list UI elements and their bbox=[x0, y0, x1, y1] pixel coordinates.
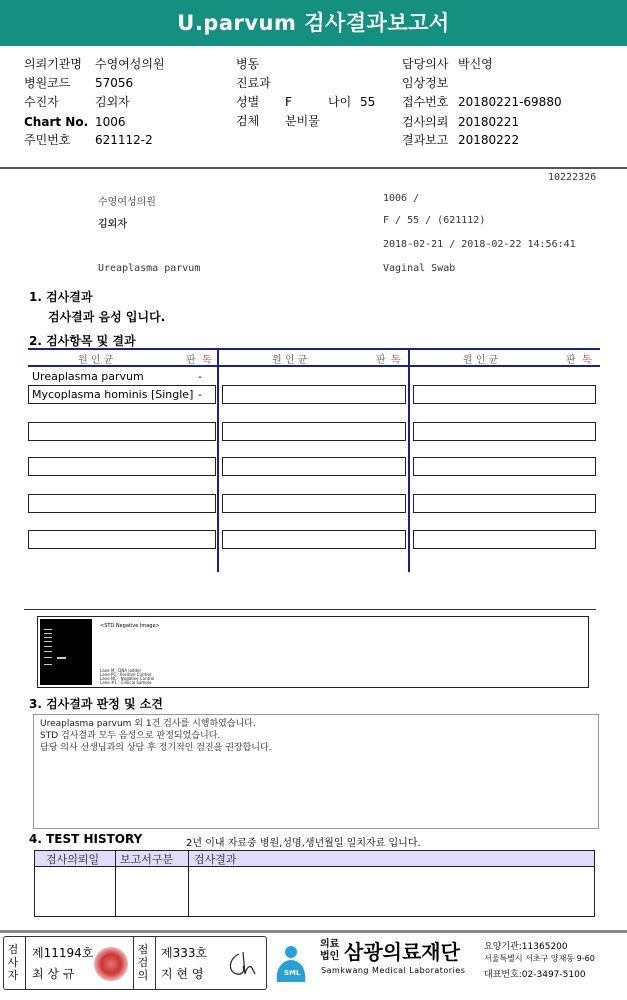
history-table bbox=[34, 850, 595, 917]
ssn-value: 621112-2 bbox=[95, 133, 153, 147]
sig-divider bbox=[133, 936, 134, 990]
gel-label: <STD Negative Image> bbox=[100, 623, 160, 629]
receipt-label: 접수번호 bbox=[402, 95, 449, 109]
table-divider-2 bbox=[408, 348, 410, 572]
table-top-line bbox=[28, 348, 600, 350]
col-judge-a-3: 판 bbox=[566, 355, 576, 366]
table-cell bbox=[413, 385, 596, 404]
request-value: 20180221 bbox=[458, 115, 520, 129]
ladder-band bbox=[44, 641, 52, 642]
info-specimen: Vaginal Swab bbox=[383, 263, 456, 274]
table-divider-1 bbox=[217, 348, 219, 572]
ladder-band bbox=[44, 637, 52, 638]
patient-label: 수진자 bbox=[24, 95, 59, 109]
section4-note: 2년 이내 자료중 병원,성명,생년월일 일치자료 입니다. bbox=[186, 838, 421, 849]
table-cell bbox=[222, 385, 406, 404]
table-cell bbox=[222, 422, 406, 441]
chart-value: 1006 bbox=[95, 115, 126, 129]
code-value: 57056 bbox=[95, 76, 134, 90]
specimen-label: 검체 bbox=[236, 114, 260, 128]
age-label: 나이 bbox=[328, 95, 352, 109]
col-organism-2: 원 인 균 bbox=[272, 355, 308, 366]
table-cell bbox=[28, 494, 216, 513]
col-judge-b-2: 독 bbox=[391, 355, 401, 366]
row2-name: Mycoplasma hominis [Single] bbox=[32, 388, 194, 401]
sig-divider bbox=[25, 936, 26, 990]
hospital-value: 수영여성의원 bbox=[95, 57, 165, 71]
sex-value: F bbox=[285, 95, 292, 109]
section1-result: 검사결과 음성 입니다. bbox=[48, 310, 166, 324]
doctor-label: 담당의사 bbox=[402, 57, 449, 71]
table-cell bbox=[28, 457, 216, 476]
clinical-label: 임상정보 bbox=[402, 76, 449, 90]
info-name: 김외자 bbox=[98, 219, 127, 230]
institution-no: 요양기관:11365200 bbox=[484, 942, 568, 952]
dept-label: 진료과 bbox=[236, 76, 271, 90]
col-judge-b-1: 독 bbox=[202, 355, 212, 366]
row1-result: - bbox=[198, 370, 202, 383]
org-name: 삼광의료재단 bbox=[344, 940, 460, 964]
table-cell bbox=[413, 422, 596, 441]
comment-line-2: STD 검사결과 모두 음성으로 판정되었습니다. bbox=[40, 731, 221, 741]
chart-label: Chart No. bbox=[24, 115, 89, 129]
barcode-id: 10222326 bbox=[548, 172, 597, 183]
history-col-divider bbox=[188, 850, 189, 917]
info-chart: 1006 / bbox=[383, 193, 420, 204]
report-label: 결과보고 bbox=[402, 133, 449, 147]
hospital-label: 의뢰기관명 bbox=[24, 57, 82, 71]
table-cell bbox=[222, 530, 406, 549]
receipt-value: 20180221-69880 bbox=[458, 95, 562, 109]
info-sex-age: F / 55 / (621112) bbox=[383, 215, 486, 226]
table-cell bbox=[28, 422, 216, 441]
age-value: 55 bbox=[360, 95, 376, 109]
sml-logo-icon bbox=[271, 938, 315, 988]
request-label: 검사의뢰 bbox=[402, 115, 449, 129]
table-cell bbox=[222, 457, 406, 476]
report-value: 20180222 bbox=[458, 133, 520, 147]
ladder-band bbox=[44, 629, 52, 630]
ssn-label: 주민번호 bbox=[24, 133, 71, 147]
patient-value: 김외자 bbox=[95, 95, 130, 109]
code-label: 병원코드 bbox=[24, 76, 71, 90]
phone: 대표번호:02-3497-5100 bbox=[484, 970, 586, 980]
comment-line-3: 담당 의사 선생님과의 상담 후 정기적인 검진을 권장합니다. bbox=[40, 743, 272, 753]
history-col-result: 검사결과 bbox=[194, 853, 237, 866]
ladder-band bbox=[44, 664, 52, 665]
table-cell bbox=[413, 494, 596, 513]
col-judge-b-3: 독 bbox=[582, 355, 592, 366]
address: 서울특별시 서초구 양재동 9-60 bbox=[484, 954, 595, 963]
ladder-band bbox=[44, 651, 52, 652]
info-clinic: 수영여성의원 bbox=[98, 197, 156, 208]
header-divider bbox=[0, 167, 627, 169]
table-cell bbox=[222, 494, 406, 513]
gel-legend-1: Lane M : DNA ladder bbox=[100, 668, 142, 673]
section2-title: 2. 검사항목 및 결과 bbox=[29, 334, 136, 348]
gel-legend-2: Lane PC : Positive Control bbox=[100, 672, 152, 677]
table-header-line bbox=[28, 365, 600, 367]
col-judge-a-2: 판 bbox=[376, 355, 386, 366]
ladder-band bbox=[44, 633, 52, 634]
corp-label-top: 의료 bbox=[320, 939, 340, 950]
org-english: Samkwang Medical Laboratories bbox=[321, 966, 466, 975]
col-organism-3: 원 인 균 bbox=[463, 355, 499, 366]
history-col-date: 검사의뢰일 bbox=[46, 853, 100, 866]
inspector-signature bbox=[225, 948, 261, 980]
table-cell bbox=[413, 530, 596, 549]
inspector-no: 제333호 bbox=[161, 946, 208, 960]
examiner-no: 제11194호 bbox=[32, 946, 94, 960]
inspector-name: 지 현 영 bbox=[161, 967, 204, 981]
col-judge-a-1: 판 bbox=[186, 355, 196, 366]
gel-legend-4: Lane #1 : Clinical Sample bbox=[100, 680, 152, 685]
comment-line-1: Ureaplasma parvum 외 1건 검사를 시행하였습니다. bbox=[40, 719, 256, 729]
ladder-band bbox=[44, 646, 52, 647]
examiner-label: 검사자 bbox=[7, 943, 19, 982]
corp-label-bottom: 법인 bbox=[320, 951, 340, 962]
specimen-value: 분비물 bbox=[285, 114, 320, 128]
gel-legend-3: Lane NC : Negative Control bbox=[100, 676, 155, 681]
history-col-divider bbox=[115, 850, 116, 917]
section4-title: 4. TEST HISTORY bbox=[29, 832, 143, 846]
col-organism-1: 원 인 균 bbox=[78, 355, 114, 366]
section1-title: 1. 검사결과 bbox=[29, 290, 93, 304]
history-col-type: 보고서구분 bbox=[120, 853, 174, 866]
logo-text: SML bbox=[284, 969, 301, 977]
row2-result: - bbox=[198, 388, 202, 401]
section3-title: 3. 검사결과 판정 및 소견 bbox=[29, 697, 163, 711]
doctor-value: 박신영 bbox=[458, 57, 493, 71]
sex-label: 성별 bbox=[236, 95, 260, 109]
table-cell bbox=[28, 530, 216, 549]
control-band bbox=[57, 657, 66, 659]
footer-divider bbox=[0, 930, 627, 933]
gel-divider bbox=[24, 609, 596, 610]
ward-label: 병동 bbox=[236, 57, 260, 71]
ladder-band bbox=[44, 657, 52, 658]
report-title: U.parvum 검사결과보고서 bbox=[0, 0, 627, 46]
sig-divider bbox=[155, 936, 156, 990]
inspector-label: 점검의 bbox=[137, 943, 149, 982]
info-dates: 2018-02-21 / 2018-02-22 14:56:41 bbox=[383, 239, 576, 250]
row1-name: Ureaplasma parvum bbox=[32, 370, 144, 383]
examiner-name: 최 상 규 bbox=[32, 967, 75, 981]
info-organism: Ureaplasma parvum bbox=[98, 263, 201, 274]
examiner-seal bbox=[94, 947, 128, 981]
table-cell bbox=[413, 457, 596, 476]
gel-image bbox=[40, 619, 92, 685]
